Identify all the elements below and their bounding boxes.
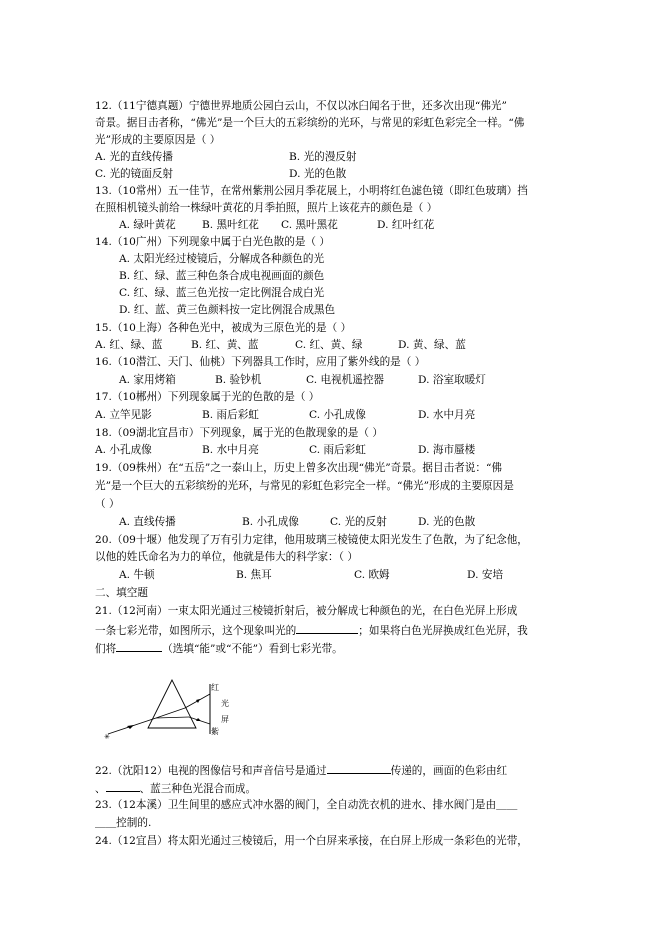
q18-stem: 18.（09湖北宜昌市）下列现象，属于光的色散现象的是（ ）	[95, 427, 383, 439]
q15-stem: 15.（10上海）各种色光中，被成为三原色光的是（ ）	[95, 322, 352, 334]
q16-option-c: C. 电视机遥控器	[306, 374, 385, 386]
q22-line-1-text-b: 传递的，画面的色彩由红	[390, 765, 508, 777]
section-title-fill-in: 二、填空题	[95, 587, 148, 599]
q17-option-b: B. 雨后彩虹	[202, 409, 259, 421]
q22-line-1-text-a: 22.（沈阳12）电视的图像信号和声音信号是通过	[95, 765, 327, 777]
q19-line-2: 光”是一个巨大的五彩缤纷的光环，与常见的彩虹色彩完全一样。“佛光”形成的主要原因是	[95, 480, 514, 492]
q12-option-a: A. 光的直线传播	[95, 151, 173, 163]
q12-line-2: 奇景。据目击者称，“佛光”是一个巨大的五彩缤纷的光环，与常见的彩虹色彩完全一样。“佛	[95, 117, 525, 129]
q13-line-1: 13.（10常州）五一佳节，在常州紫荆公园月季花展上，小明将红色滤色镜（即红色玻璃）挡	[95, 185, 528, 197]
q13-option-d: D. 红叶红花	[377, 219, 435, 231]
q14-option-b: B. 红、绿、蓝三种色条合成电视画面的颜色	[119, 270, 325, 282]
incident-arrow	[127, 725, 134, 729]
out-arrow-red	[196, 699, 200, 703]
q20-option-a: A. 牛顿	[119, 569, 155, 581]
q16-stem: 16.（10潜江、天门、仙桃）下列器具工作时，应用了紫外线的是（ ）	[95, 356, 426, 368]
q16-option-b: B. 验钞机	[215, 374, 262, 386]
q13-option-b: B. 黑叶红花	[202, 219, 259, 231]
q20-option-b: B. 焦耳	[236, 569, 272, 581]
q21-line-3-text-a: 们将	[95, 643, 117, 655]
q18-option-a: A. 小孔成像	[95, 444, 152, 456]
q22-blank-2[interactable]	[106, 780, 140, 792]
q13-line-2: 在照相机镜头前给一株绿叶黄花的月季拍照，照片上该花卉的颜色是（ ）	[95, 202, 438, 214]
q15-option-b: B. 红、黄、蓝	[191, 339, 259, 351]
q12-option-c: C. 光的镜面反射	[95, 168, 174, 180]
q16-option-d: D. 浴室取暖灯	[418, 374, 486, 386]
q22-line-2-text-a: 、	[95, 783, 106, 795]
label-zi: 紫	[211, 727, 219, 736]
q23-line-1: 23.（12本溪）卫生间里的感应式冲水器的阀门，全自动洗衣机的进水、排水阀门是由＿＿	[95, 799, 518, 811]
q17-option-a: A. 立竿见影	[95, 409, 152, 421]
q15-option-a: A. 红、绿、蓝	[95, 339, 163, 351]
q21-line-1: 21.（12河南）一束太阳光通过三棱镜折射后，被分解成七种颜色的光，在白色光屏上形成	[95, 605, 518, 617]
q21-line-3-text-b: （选填“能”或“不能”）看到七彩光带。	[162, 643, 343, 655]
q17-stem: 17.（10郴州）下列现象属于光的色散的是（ ）	[95, 391, 320, 403]
sun-mark: ✳	[104, 733, 110, 741]
q18-option-c: C. 雨后彩虹	[309, 444, 366, 456]
q19-line-3: （ ）	[95, 498, 120, 510]
q17-option-c: C. 小孔成像	[309, 409, 366, 421]
q23-line-2: ＿＿控制的.	[95, 817, 152, 829]
q21-blank-1[interactable]	[296, 622, 358, 634]
q20-option-c: C. 欧姆	[354, 569, 390, 581]
q15-option-c: C. 红、黄、绿	[295, 339, 363, 351]
prism	[148, 680, 196, 728]
q17-option-d: D. 水中月亮	[418, 409, 476, 421]
q18-option-b: B. 水中月亮	[202, 444, 259, 456]
q18-option-d: D. 海市蜃楼	[418, 444, 476, 456]
q14-option-a: A. 太阳光经过棱镜后，分解成各种颜色的光	[119, 253, 325, 265]
q12-option-b: B. 光的漫反射	[289, 151, 357, 163]
q22-line-2-text-b: 、蓝三种色光混合而成。	[139, 783, 257, 795]
inner-ray-bottom	[156, 717, 189, 718]
q20-option-d: D. 安培	[467, 569, 504, 581]
q13-option-c: C. 黑叶黑花	[281, 219, 338, 231]
q20-line-1: 20.（09十堰）他发现了万有引力定律，他用玻璃三棱镜使太阳光发生了色散，为了纪念他，	[95, 534, 528, 546]
q19-option-d: D. 光的色散	[418, 516, 476, 528]
q21-blank-2[interactable]	[116, 640, 162, 652]
q19-option-c: C. 光的反射	[330, 516, 387, 528]
q14-option-d: D. 红、蓝、黄三色颜料按一定比例混合成黑色	[119, 304, 336, 316]
q21-line-2-text-b: ；如果将白色光屏换成红色光屏，我	[358, 625, 528, 637]
q12-line-3: 光”形成的主要原因是（ ）	[95, 134, 221, 146]
inner-ray-top	[156, 708, 185, 718]
q22-line-1	[95, 762, 507, 779]
q12-option-d: D. 光的色散	[289, 168, 347, 180]
q12-line-1: 12.（11宁德真题）宁德世界地质公园白云山，不仅以冰臼闻名于世，还多次出现“佛光”	[95, 100, 507, 112]
q14-option-c: C. 红、绿、蓝三色光按一定比例混合成白光	[119, 287, 325, 299]
q15-option-d: D. 黄、绿、蓝	[398, 339, 466, 351]
q21-line-3	[95, 640, 343, 657]
q21-line-2	[95, 622, 528, 639]
q19-line-1: 19.（09株州）在“五岳”之一泰山上，历史上曾多次出现“佛光”奇景。据目击者说：“佛	[95, 462, 502, 474]
q24-line-1: 24.（12宜昌）将太阳光通过三棱镜后，用一个白屏来承接，在白屏上形成一条彩色的光带，	[95, 835, 528, 847]
prism-dispersion-figure	[100, 672, 240, 752]
q16-option-a: A. 家用烤箱	[119, 374, 176, 386]
q19-option-a: A. 直线传播	[119, 516, 176, 528]
q22-line-2	[95, 780, 256, 797]
q20-line-2: 以他的姓氏命名为力的单位，他就是伟大的科学家：（ ）	[95, 551, 358, 563]
q19-option-b: B. 小孔成像	[242, 516, 299, 528]
q14-stem: 14.（10广州）下列现象中属于白光色散的是（ ）	[95, 236, 330, 248]
q21-line-2-text-a: 一条七彩光带，如图所示，这个现象叫光的	[95, 625, 297, 637]
q13-option-a: A. 绿叶黄花	[119, 219, 176, 231]
label-red: 红	[211, 683, 219, 692]
q22-blank-1[interactable]	[327, 762, 391, 774]
label-guang: 光	[221, 699, 229, 708]
label-ping: 屏	[221, 715, 229, 724]
